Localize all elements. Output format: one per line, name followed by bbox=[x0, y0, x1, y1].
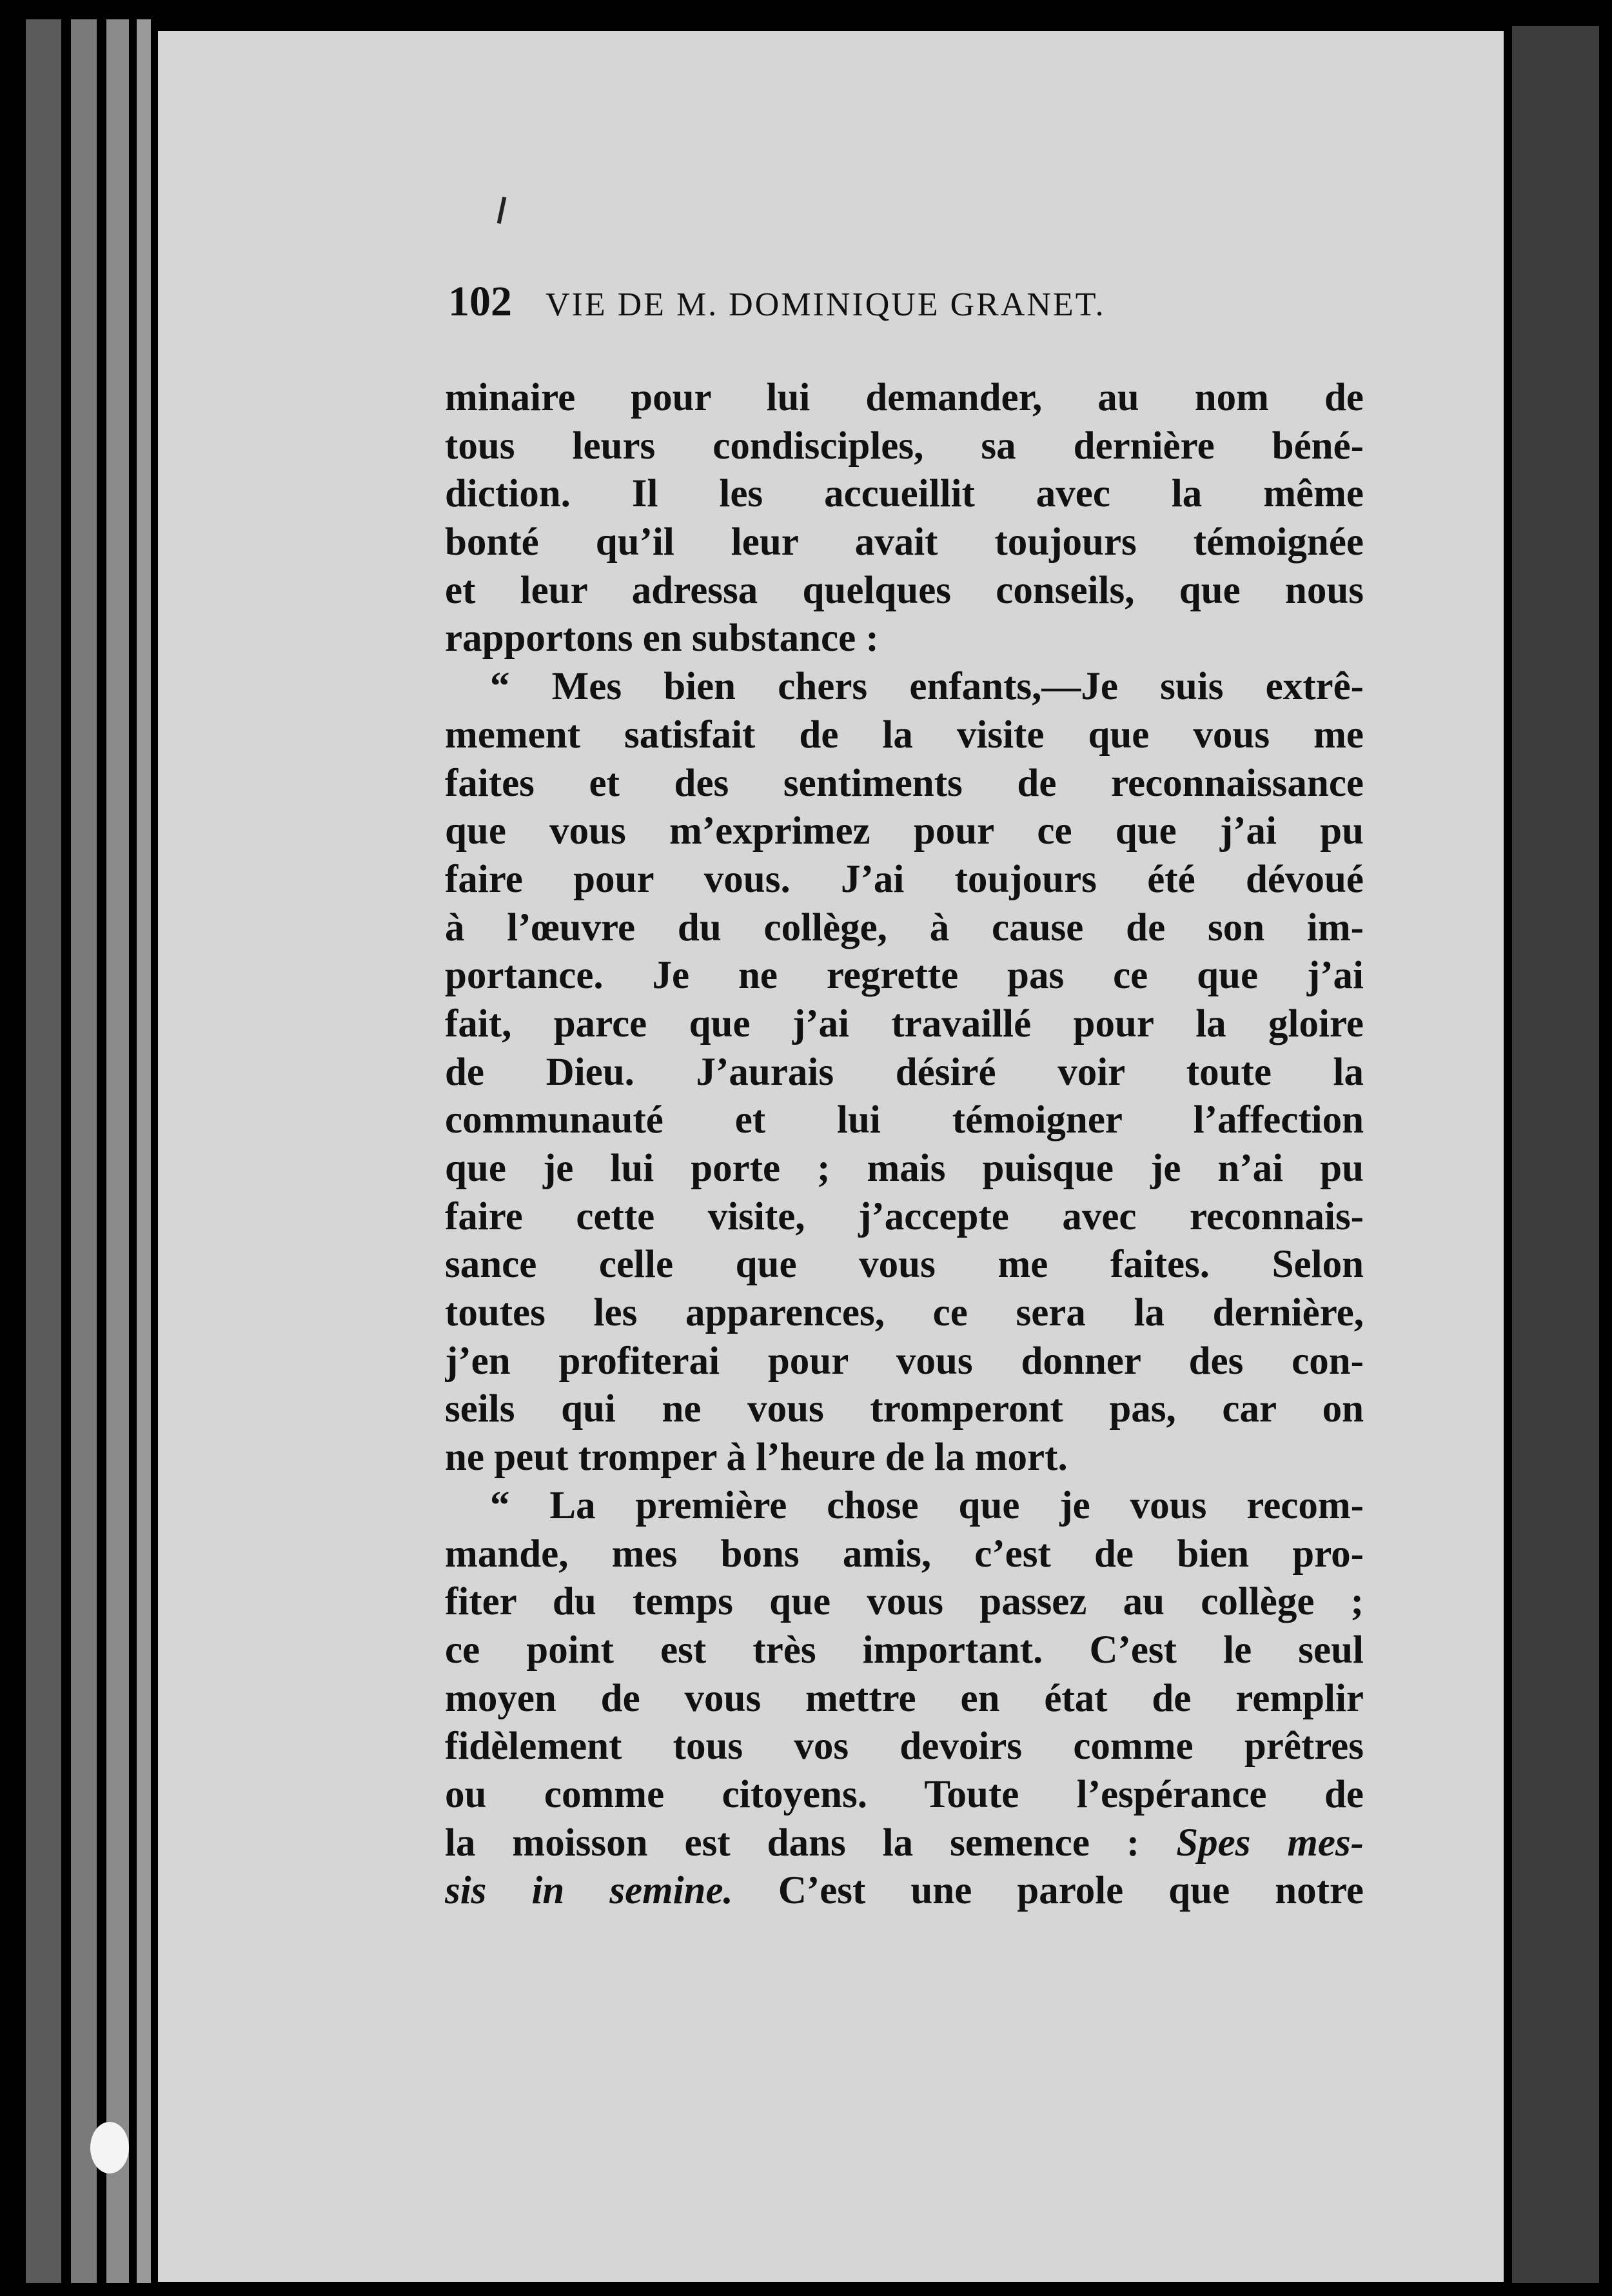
text-line: ou comme citoyens. Toute l’espérance de bbox=[445, 1772, 1364, 1816]
text-line: que je lui porte ; mais puisque je n’ai pu bbox=[445, 1147, 1364, 1190]
page-header bbox=[448, 277, 1351, 335]
text-line: “ Mes bien chers enfants,—Je suis extrê- bbox=[490, 665, 1364, 709]
paper-blot bbox=[90, 2122, 129, 2173]
text-line: ce point est très important. C’est le seul bbox=[445, 1628, 1364, 1672]
page-edge bbox=[71, 19, 97, 2283]
latin-quote: sis in semine. bbox=[445, 1869, 733, 1913]
text-line: communauté et lui témoigner l’affection bbox=[445, 1098, 1364, 1142]
text-line: rapportons en substance : bbox=[445, 617, 879, 660]
text-line bbox=[445, 1867, 1364, 1915]
text-line: tous leurs condisciples, sa dernière béné- bbox=[445, 424, 1364, 468]
page-edge bbox=[26, 19, 61, 2283]
text-line: fiter du temps que vous passez au collège ; bbox=[445, 1580, 1364, 1624]
text-line: j’en profiterai pour vous donner des con- bbox=[445, 1339, 1364, 1383]
text-line: faites et des sentiments de reconnaissance bbox=[445, 761, 1364, 805]
text-line: faire pour vous. J’ai toujours été dévoué bbox=[445, 857, 1364, 901]
text-line: diction. Il les accueillit avec la même bbox=[445, 472, 1364, 516]
text-line: à l’œuvre du collège, à cause de son im- bbox=[445, 906, 1364, 949]
page-number: 102 bbox=[448, 278, 512, 325]
text-segment: C’est une parole que notre bbox=[778, 1869, 1364, 1913]
text-line: mement satisfait de la visite que vous me bbox=[445, 713, 1364, 757]
text-line: minaire pour lui demander, au nom de bbox=[445, 376, 1364, 419]
text-line: seils qui ne vous tromperont pas, car on bbox=[445, 1387, 1364, 1431]
page-edge bbox=[106, 19, 129, 2283]
text-line: toutes les apparences, ce sera la dernière, bbox=[445, 1291, 1364, 1335]
text-line: bonté qu’il leur avait toujours témoignée bbox=[445, 520, 1364, 564]
latin-quote: Spes mes- bbox=[1176, 1821, 1364, 1865]
text-line: sance celle que vous me faites. Selon bbox=[445, 1243, 1364, 1287]
text-line: “ La première chose que je vous recom- bbox=[490, 1483, 1364, 1527]
text-line: faire cette visite, j’accepte avec reconnais- bbox=[445, 1194, 1364, 1238]
text-line bbox=[445, 1819, 1364, 1868]
text-segment: la moisson est dans la semence : bbox=[445, 1821, 1140, 1865]
text-line: que vous m’exprimez pour ce que j’ai pu bbox=[445, 809, 1364, 853]
text-line: ne peut tromper à l’heure de la mort. bbox=[445, 1436, 1068, 1480]
page-edge bbox=[137, 19, 151, 2283]
right-margin-shadow bbox=[1512, 26, 1599, 2283]
text-line: de Dieu. J’aurais désiré voir toute la bbox=[445, 1050, 1364, 1094]
text-line: et leur adressa quelques conseils, que nous bbox=[445, 568, 1364, 612]
body-text bbox=[445, 374, 1364, 1915]
running-title: VIE DE M. DOMINIQUE GRANET. bbox=[546, 286, 1106, 323]
text-line: fidèlement tous vos devoirs comme prêtres bbox=[445, 1725, 1364, 1768]
text-line: moyen de vous mettre en état de remplir bbox=[445, 1676, 1364, 1720]
text-line: portance. Je ne regrette pas ce que j’ai bbox=[445, 954, 1364, 998]
text-line: mande, mes bons amis, c’est de bien pro- bbox=[445, 1532, 1364, 1576]
text-line: fait, parce que j’ai travaillé pour la gloire bbox=[445, 1002, 1364, 1045]
